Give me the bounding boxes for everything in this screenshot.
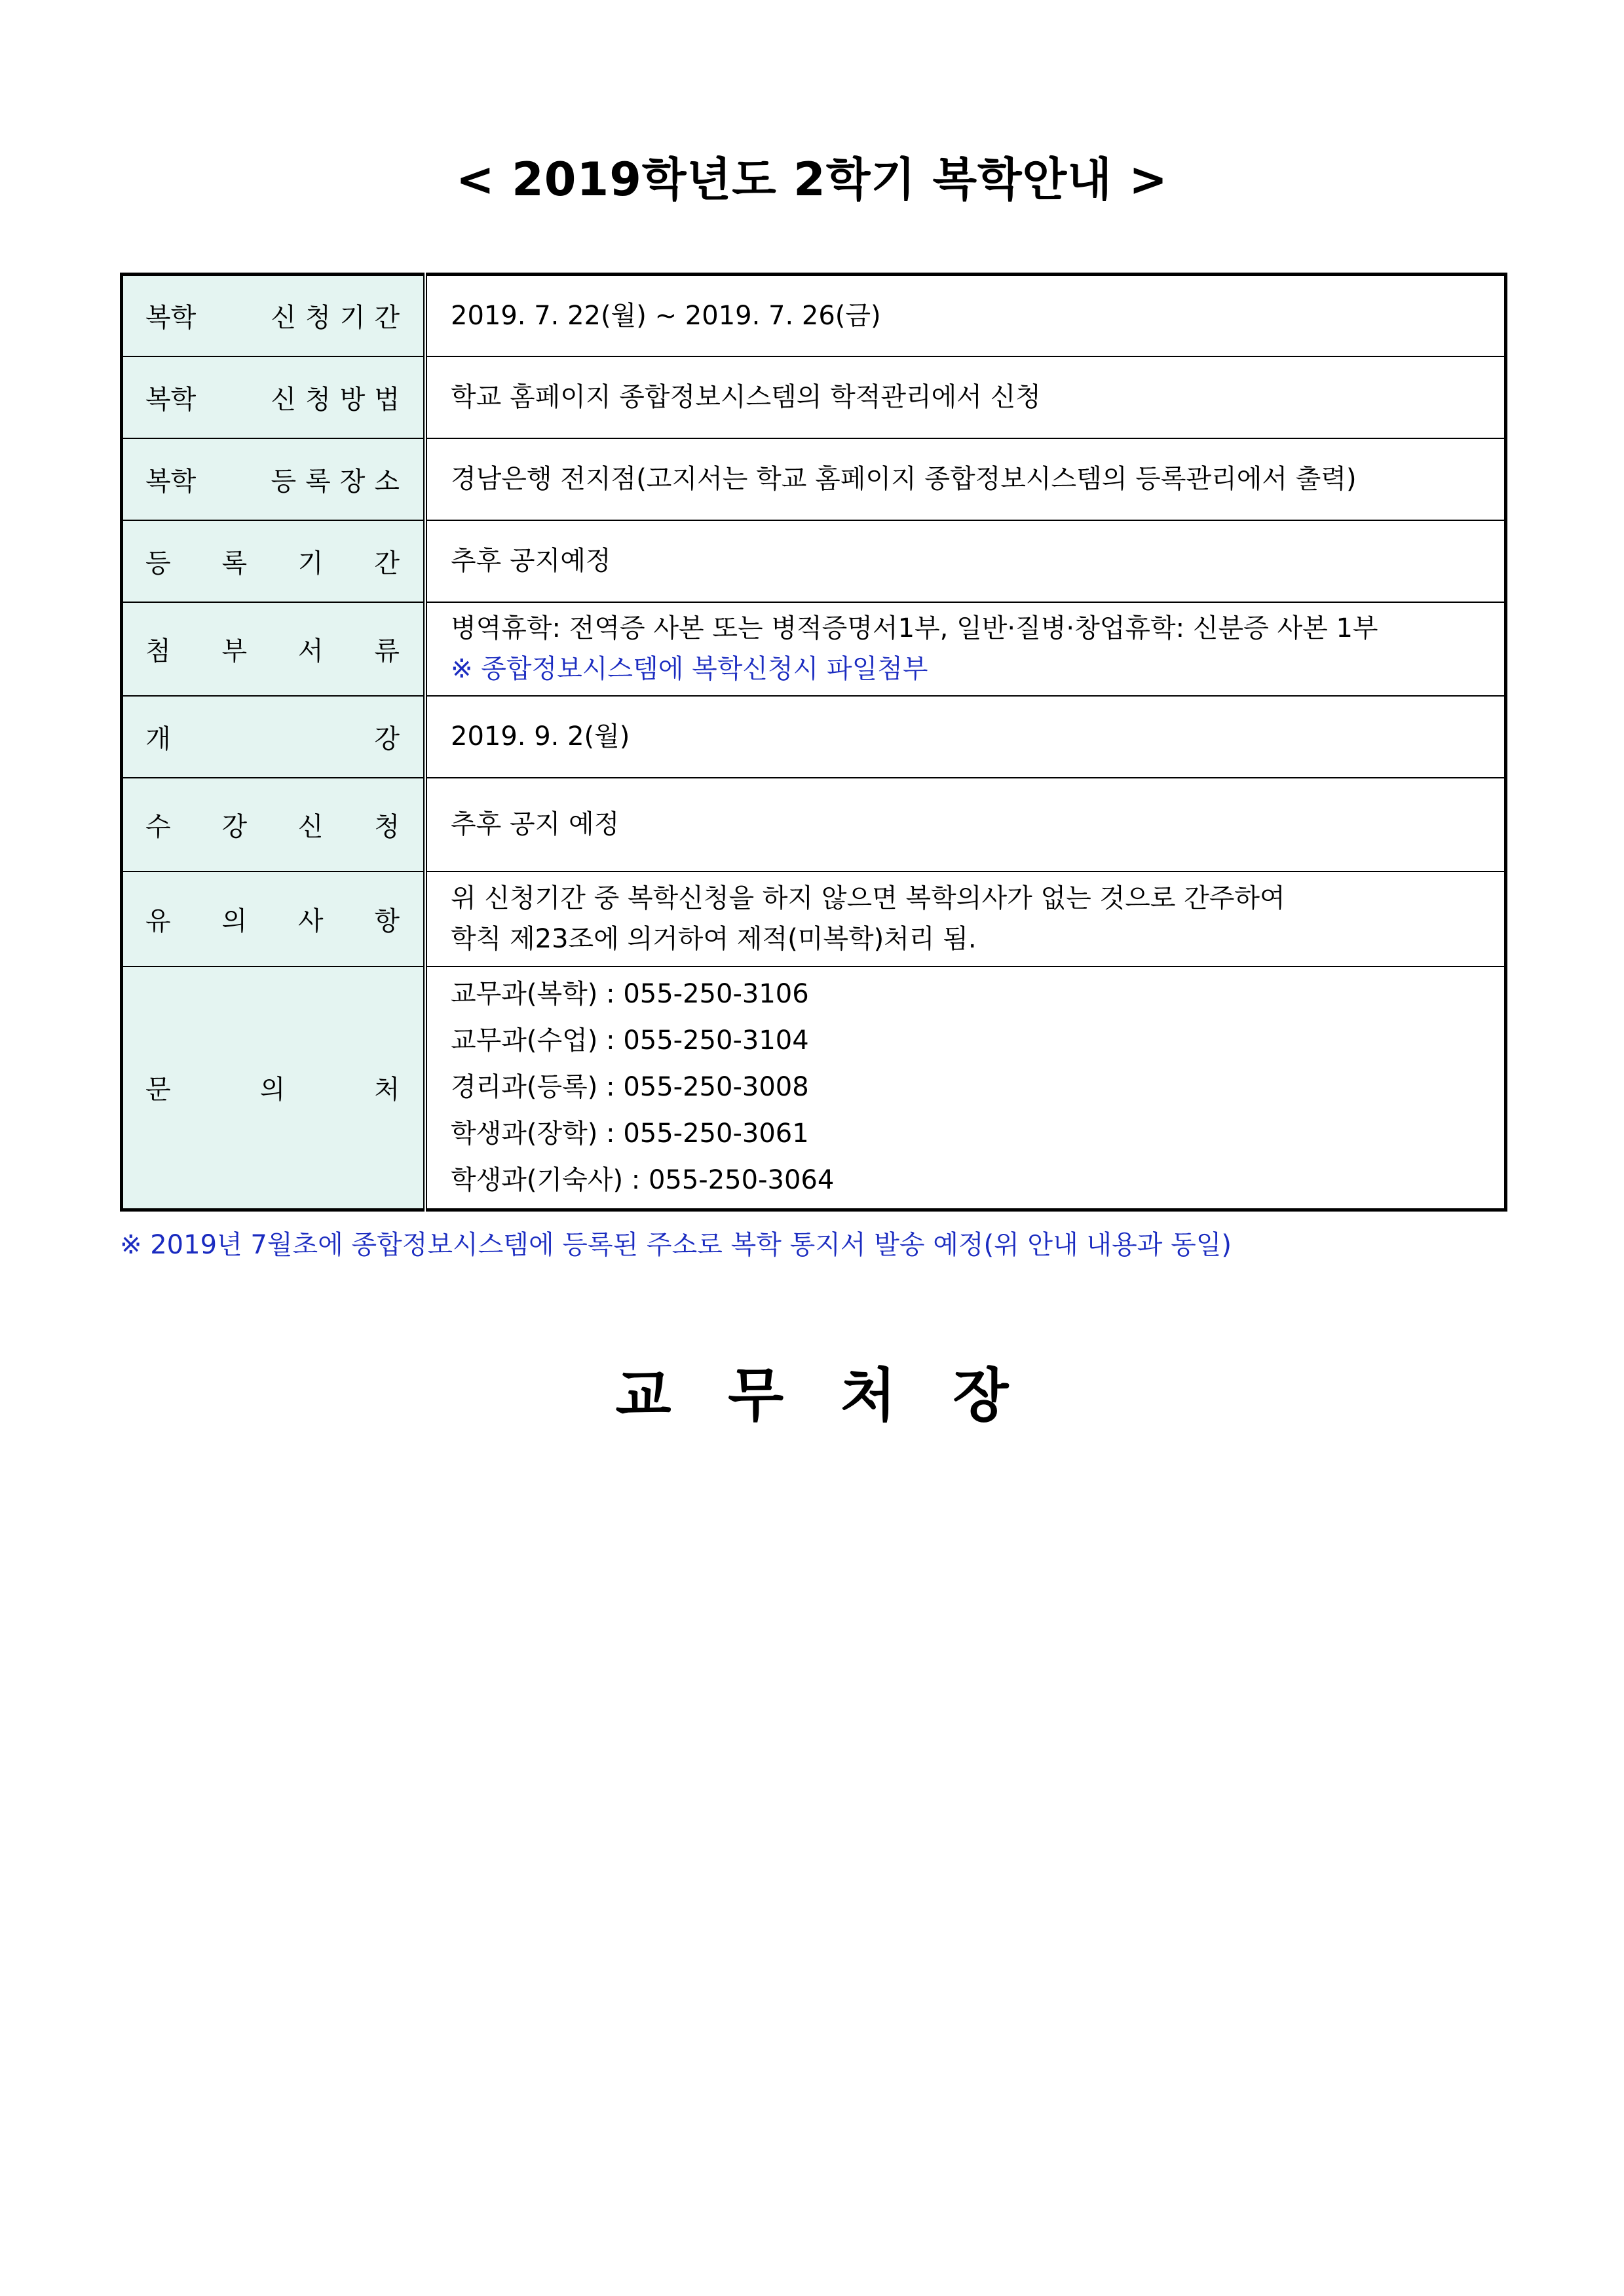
label-part: 신청방법 — [271, 384, 409, 415]
info-table — [120, 273, 1507, 1212]
contact-line: 교무과(복학) : 055-250-3106 — [451, 979, 809, 1010]
label-part: 사 — [297, 906, 324, 936]
row-value — [425, 696, 1506, 778]
row-label — [122, 356, 426, 438]
value-line: 경남은행 전지점(고지서는 학교 홈페이지 종합정보시스템의 등록관리에서 출력) — [451, 464, 1357, 494]
contact-line: 학생과(기숙사) : 055-250-3064 — [451, 1165, 835, 1196]
table-row-registration-period — [122, 520, 1506, 602]
table-row-application-method — [122, 356, 1506, 438]
row-label — [122, 438, 426, 520]
label-part: 간 — [374, 548, 400, 579]
row-value — [425, 356, 1506, 438]
label-part: 신청기간 — [271, 303, 409, 334]
value-line: 병역휴학: 전역증 사본 또는 병적증명서1부, 일반·질병·창업휴학: 신분증 사본 1부 — [451, 613, 1378, 643]
row-label — [122, 696, 426, 778]
table-row-semester-start — [122, 696, 1506, 778]
label-part: 개 — [145, 723, 171, 754]
row-label — [122, 871, 426, 966]
label-part: 처 — [374, 1075, 400, 1105]
contact-line: 학생과(장학) : 055-250-3061 — [451, 1119, 809, 1149]
value-line: 학교 홈페이지 종합정보시스템의 학적관리에서 신청 — [451, 382, 1041, 412]
label-part: 기 — [297, 548, 324, 579]
table-row-course-registration — [122, 778, 1506, 871]
value-line: 2019. 9. 2(월) — [451, 721, 630, 752]
label-part: 유 — [145, 906, 171, 936]
page-title: < 2019학년도 2학기 복학안내 > — [456, 153, 1168, 206]
signature-char: 장 — [953, 1362, 1009, 1429]
value-line: 추후 공지예정 — [451, 546, 611, 576]
label-part: 강 — [221, 811, 248, 842]
table-row-application-period — [122, 275, 1506, 356]
label-part: 강 — [374, 723, 400, 754]
label-part: 신 — [297, 811, 324, 842]
row-value — [425, 520, 1506, 602]
signature-char: 교 — [615, 1362, 671, 1429]
label-part: 서 — [297, 636, 324, 666]
label-part: 류 — [374, 636, 400, 666]
label-part: 의 — [259, 1075, 286, 1105]
signature — [0, 1350, 1624, 1432]
label-part: 복학 — [145, 466, 197, 497]
contact-line: 교무과(수업) : 055-250-3104 — [451, 1025, 809, 1056]
signature-char: 처 — [840, 1362, 896, 1429]
row-value — [425, 966, 1506, 1210]
value-line: 위 신청기간 중 복학신청을 하지 않으면 복학의사가 없는 것으로 간주하여 — [451, 883, 1285, 913]
table-row-registration-place — [122, 438, 1506, 520]
contact-line: 경리과(등록) : 055-250-3008 — [451, 1072, 809, 1103]
label-part: 부 — [221, 636, 248, 666]
row-value — [425, 871, 1506, 966]
table-row-contacts — [122, 966, 1506, 1210]
row-label — [122, 275, 426, 356]
signature-char: 무 — [728, 1362, 784, 1429]
row-value — [425, 275, 1506, 356]
label-part: 청 — [374, 811, 400, 842]
row-label — [122, 602, 426, 696]
row-value — [425, 602, 1506, 696]
row-label — [122, 778, 426, 871]
table-row-attachments — [122, 602, 1506, 696]
row-label — [122, 520, 426, 602]
label-part: 수 — [145, 811, 171, 842]
row-value — [425, 438, 1506, 520]
label-part: 문 — [145, 1075, 171, 1105]
value-line: 2019. 7. 22(월) ~ 2019. 7. 26(금) — [451, 300, 881, 331]
label-part: 록 — [221, 548, 248, 579]
value-line: 추후 공지 예정 — [451, 809, 620, 839]
label-part: 등 — [145, 548, 171, 579]
value-line: 학칙 제23조에 의거하여 제적(미복학)처리 됨. — [451, 924, 977, 954]
row-value — [425, 778, 1506, 871]
label-part: 복학 — [145, 303, 197, 334]
table-row-notes — [122, 871, 1506, 966]
attachment-note: ※ 종합정보시스템에 복학신청시 파일첨부 — [451, 654, 928, 684]
label-part: 등록장소 — [271, 466, 409, 497]
label-part: 항 — [374, 906, 400, 936]
row-label — [122, 966, 426, 1210]
label-part: 첨 — [145, 636, 171, 666]
footnote: ※ 2019년 7월초에 종합정보시스템에 등록된 주소로 복학 통지서 발송 예정(위 안내 내용과 동일) — [120, 1230, 1232, 1260]
label-part: 의 — [221, 906, 248, 936]
label-part: 복학 — [145, 384, 197, 415]
